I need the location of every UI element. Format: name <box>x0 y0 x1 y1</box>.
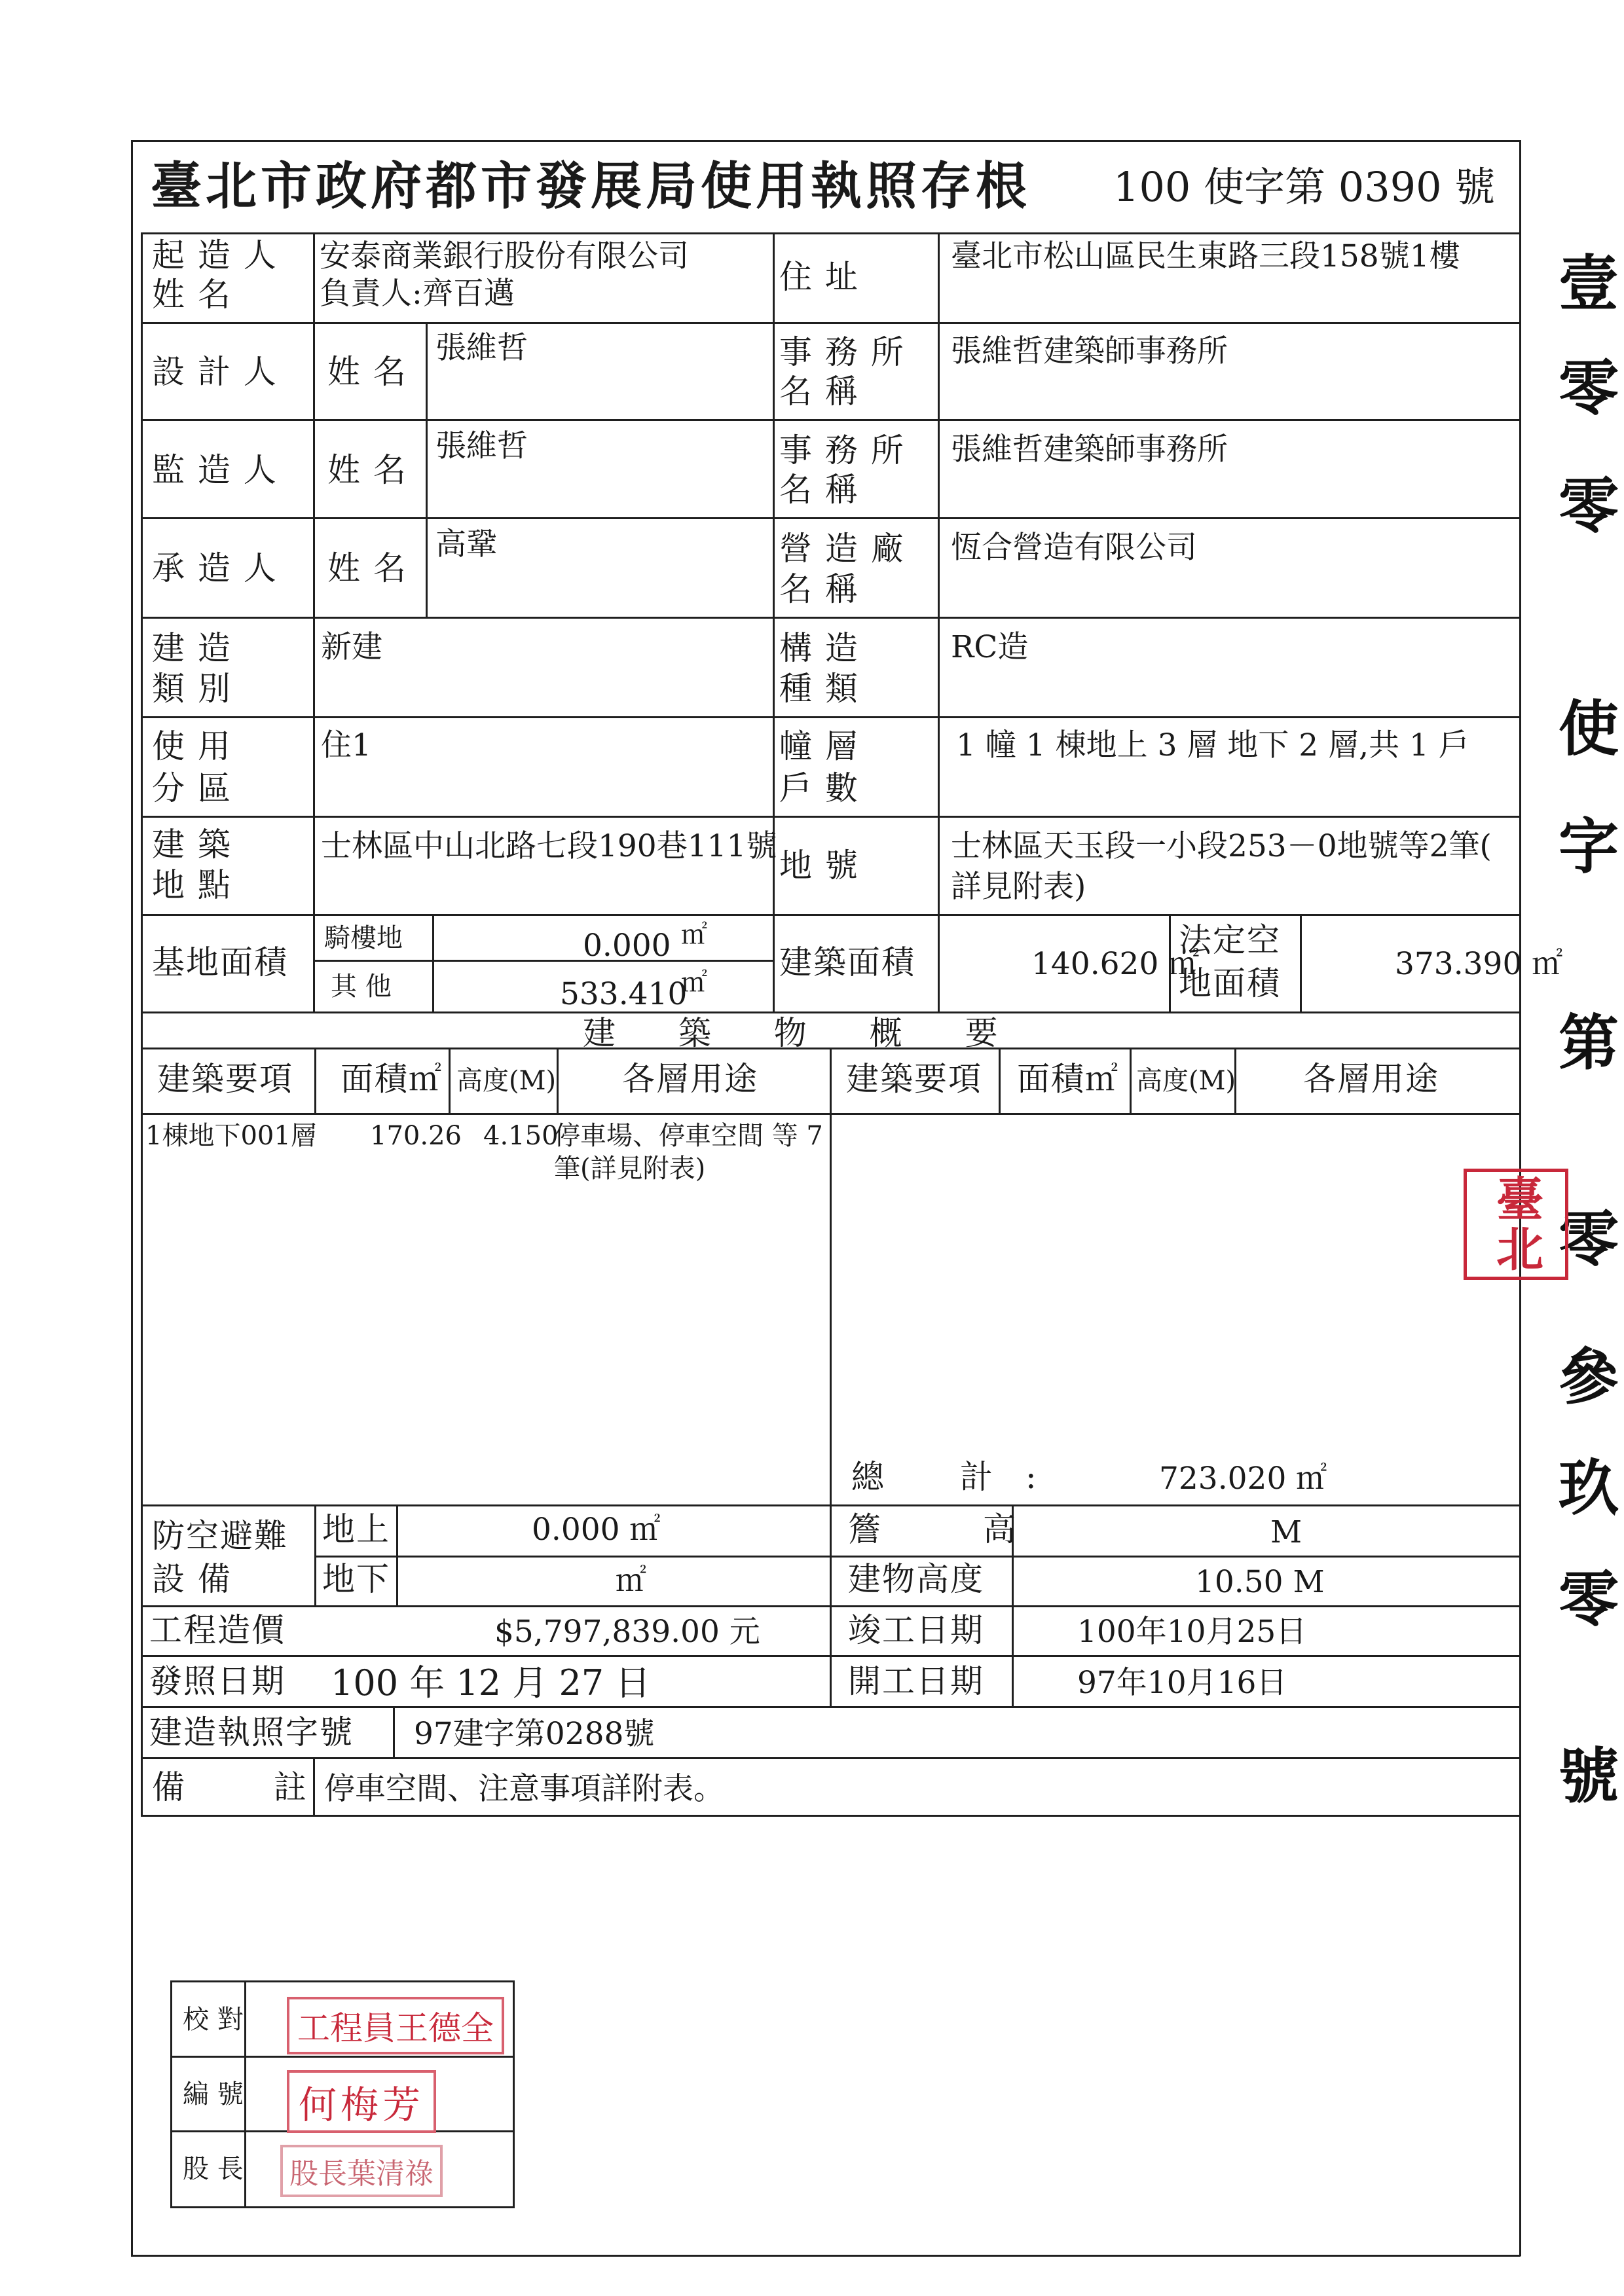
frame-top <box>131 140 1521 142</box>
side-char: 字 <box>1559 811 1619 882</box>
frame-bottom <box>131 2255 1521 2257</box>
floors-label-bottom: 戶 數 <box>779 769 859 807</box>
designer-name-label: 姓 名 <box>327 353 407 391</box>
open-space-label-bottom: 地面積 <box>1179 964 1281 1002</box>
site-area-label: 基地面積 <box>152 943 288 981</box>
summary-header-use: 各層用途 <box>622 1060 758 1098</box>
col-line <box>141 232 143 1815</box>
summary-use: 停車場、停車空間 等 7 <box>554 1121 823 1151</box>
designer-office: 張維哲建築師事務所 <box>951 333 1228 369</box>
chief-stamp-text: 股長葉清祿 <box>289 2157 434 2191</box>
permit-label: 建造執照字號 <box>149 1713 354 1751</box>
remarks-label: 備 註 <box>152 1768 346 1806</box>
issue-label: 發照日期 <box>149 1662 286 1700</box>
official-seal-text: 臺北 <box>1488 1175 1544 1274</box>
summary-header-item: 建築要項 <box>157 1060 293 1098</box>
building-height-label: 建物高度 <box>848 1560 984 1598</box>
shelter-above: 0.000 ㎡ <box>532 1512 661 1548</box>
col-line <box>830 1048 832 1605</box>
numbering-stamp <box>287 2070 436 2133</box>
col-line <box>426 322 428 617</box>
shelter-label-bottom: 設 備 <box>152 1560 232 1598</box>
supervisor-name: 張維哲 <box>435 428 528 464</box>
col-line <box>314 1504 316 1605</box>
owner-address-label: 住 址 <box>779 258 859 296</box>
structure-label-top: 構 造 <box>779 629 859 667</box>
row-line <box>314 1556 1519 1558</box>
zoning-label-bottom: 分 區 <box>152 769 232 807</box>
summary-header-item-2: 建築要項 <box>846 1060 982 1098</box>
page-title: 臺北市政府都市發展局使用執照存根 <box>151 156 1031 216</box>
summary-item: 1棟地下001層 <box>145 1121 317 1151</box>
engineer-stamp <box>287 1997 504 2054</box>
zoning-label-top: 使 用 <box>152 727 232 765</box>
col-line <box>396 1504 398 1605</box>
summary-use-2: 筆(詳見附表) <box>554 1154 706 1184</box>
summary-total-label: 總 計: <box>851 1458 1069 1496</box>
other-label: 其 他 <box>331 972 392 1002</box>
location-value: 士林區中山北路七段190巷111號 <box>321 828 777 864</box>
start-date: 97年10月16日 <box>1077 1665 1287 1701</box>
contractor-label: 承 造 人 <box>152 549 278 587</box>
summary-header-height: 高度(M) <box>456 1066 557 1096</box>
completion-label: 竣工日期 <box>848 1611 984 1649</box>
row-line <box>141 1757 1519 1759</box>
col-line <box>773 232 775 1011</box>
summary-total: 723.020 ㎡ <box>1159 1461 1327 1497</box>
col-line <box>557 1048 559 1113</box>
col-line <box>432 914 434 1011</box>
row-line <box>141 1706 1519 1708</box>
owner-address: 臺北市松山區民生東路三段158號1樓 <box>951 238 1460 274</box>
signoff-divider <box>244 1982 246 2206</box>
arcade-area: 0.000 <box>583 928 671 964</box>
supervisor-name-label: 姓 名 <box>327 451 407 489</box>
other-unit: ㎡ <box>681 968 707 998</box>
shelter-above-label: 地上 <box>322 1510 390 1548</box>
eave-value: M <box>1270 1514 1302 1550</box>
issue-date: 100 年 12 月 27 日 <box>331 1662 651 1704</box>
signoff-number-label: 編 號 <box>183 2079 244 2109</box>
owner-rep: 負責人:齊百邁 <box>320 276 515 312</box>
structure-type: RC造 <box>951 629 1029 665</box>
start-label: 開工日期 <box>848 1662 984 1700</box>
contractor-name-label: 姓 名 <box>327 549 407 587</box>
col-line <box>313 232 315 1011</box>
owner-name: 安泰商業銀行股份有限公司 <box>320 238 689 274</box>
numbering-stamp-text: 何梅芳 <box>299 2083 425 2127</box>
row-line <box>314 960 773 962</box>
owner-label-top <box>152 237 304 275</box>
structure-label-bottom: 種 類 <box>779 670 859 708</box>
engineer-stamp-text: 工程員王德全 <box>297 2009 494 2047</box>
build-type: 新建 <box>321 629 382 665</box>
eave-label: 簷 高 <box>848 1510 1061 1548</box>
row-line <box>141 232 1519 234</box>
summary-header-area-2: 面積㎡ <box>1017 1060 1119 1098</box>
chief-stamp <box>280 2145 443 2197</box>
supervisor-office: 張維哲建築師事務所 <box>951 431 1228 467</box>
arcade-unit: ㎡ <box>681 920 707 950</box>
side-char: 玖 <box>1559 1453 1619 1523</box>
row-line <box>141 716 1519 718</box>
summary-header-area: 面積㎡ <box>341 1060 443 1098</box>
row-line <box>141 816 1519 818</box>
remarks-value: 停車空間、注意事項詳附表。 <box>324 1771 724 1807</box>
building-area: 140.620 ㎡ <box>1031 946 1200 982</box>
lot-label: 地 號 <box>779 847 859 884</box>
owner-label-bottom: 姓 名 <box>152 276 232 314</box>
floors-label-top: 幢 層 <box>779 727 859 765</box>
row-line <box>141 419 1519 421</box>
cost-label: 工程造價 <box>149 1611 286 1649</box>
zoning-value: 住1 <box>321 727 371 763</box>
other-area: 533.410 <box>560 976 688 1012</box>
open-space-area: 373.390 ㎡ <box>1395 946 1563 982</box>
designer-name: 張維哲 <box>435 330 528 366</box>
location-label-top: 建 築 <box>152 826 232 864</box>
designer-office-label-bottom: 名 稱 <box>779 373 859 410</box>
col-line <box>314 1048 316 1113</box>
signoff-box <box>170 1980 515 2208</box>
summary-area: 170.26 <box>370 1121 462 1151</box>
side-char: 使 <box>1559 693 1619 764</box>
side-char: 零 <box>1559 1564 1619 1635</box>
col-line <box>830 1605 832 1706</box>
summary-header-use-2: 各層用途 <box>1303 1060 1439 1098</box>
row-line <box>141 1815 1519 1817</box>
col-line <box>1130 1048 1132 1113</box>
row-line <box>141 322 1519 324</box>
official-seal <box>1464 1169 1568 1280</box>
side-char: 零 <box>1559 1204 1619 1275</box>
lot-value: 士林區天玉段一小段253－0地號等2筆( <box>951 828 1492 864</box>
shelter-below-label: 地下 <box>322 1560 390 1598</box>
signoff-divider <box>172 2056 513 2058</box>
permit-value: 97建字第0288號 <box>414 1716 655 1752</box>
side-char: 壹 <box>1559 248 1619 319</box>
row-line <box>141 1011 1519 1013</box>
arcade-label: 騎樓地 <box>324 923 403 953</box>
completion-date: 100年10月25日 <box>1077 1614 1307 1650</box>
location-label-bottom: 地 點 <box>152 866 232 904</box>
side-char: 第 <box>1559 1008 1619 1078</box>
owner-label-top-text: 起 造 人 <box>152 236 278 274</box>
contractor-office-label-top: 營 造 廠 <box>779 530 905 568</box>
summary-title: 建 築 物 概 要 <box>583 1014 1024 1052</box>
build-type-label-top: 建 造 <box>152 629 232 667</box>
side-char: 參 <box>1559 1341 1619 1412</box>
col-line <box>1300 914 1302 1011</box>
contractor-name: 高鞏 <box>435 526 497 562</box>
build-type-label-bottom: 類 別 <box>152 670 232 708</box>
summary-header-height-2: 高度(M) <box>1136 1066 1236 1096</box>
row-line <box>141 617 1519 619</box>
shelter-below: ㎡ <box>616 1563 646 1599</box>
contractor-office-label-bottom: 名 稱 <box>779 570 859 608</box>
frame-left <box>131 140 133 2256</box>
col-line <box>449 1048 451 1113</box>
signoff-check-label: 校 對 <box>183 2005 244 2035</box>
row-line <box>141 914 1519 916</box>
floors-value: 1 幢 1 棟地上 3 層 地下 2 層,共 1 戶 <box>956 727 1469 763</box>
col-line <box>999 1048 1001 1113</box>
supervisor-office-label-top: 事 務 所 <box>779 431 905 469</box>
building-height: 10.50 M <box>1195 1564 1325 1600</box>
supervisor-office-label-bottom: 名 稱 <box>779 471 859 509</box>
row-line <box>141 517 1519 519</box>
designer-label: 設 計 人 <box>152 353 278 391</box>
col-line <box>393 1706 395 1757</box>
signoff-chief-label: 股 長 <box>183 2154 244 2184</box>
permit-number: 100 使字第 0390 號 <box>1113 163 1496 211</box>
supervisor-label: 監 造 人 <box>152 451 278 489</box>
lot-value-2: 詳見附表) <box>951 869 1086 905</box>
summary-height: 4.150 <box>483 1121 559 1151</box>
building-area-label: 建築面積 <box>779 943 915 981</box>
designer-office-label-top: 事 務 所 <box>779 333 905 371</box>
side-char: 零 <box>1559 353 1619 424</box>
contractor-office: 恆合營造有限公司 <box>951 530 1197 566</box>
col-line <box>938 232 940 1011</box>
open-space-label-top: 法定空 <box>1179 921 1281 959</box>
side-char: 零 <box>1559 471 1619 541</box>
cost-value: $5,797,839.00 元 <box>494 1614 760 1650</box>
shelter-label-top: 防空避難 <box>152 1517 288 1555</box>
side-char: 號 <box>1559 1741 1619 1812</box>
